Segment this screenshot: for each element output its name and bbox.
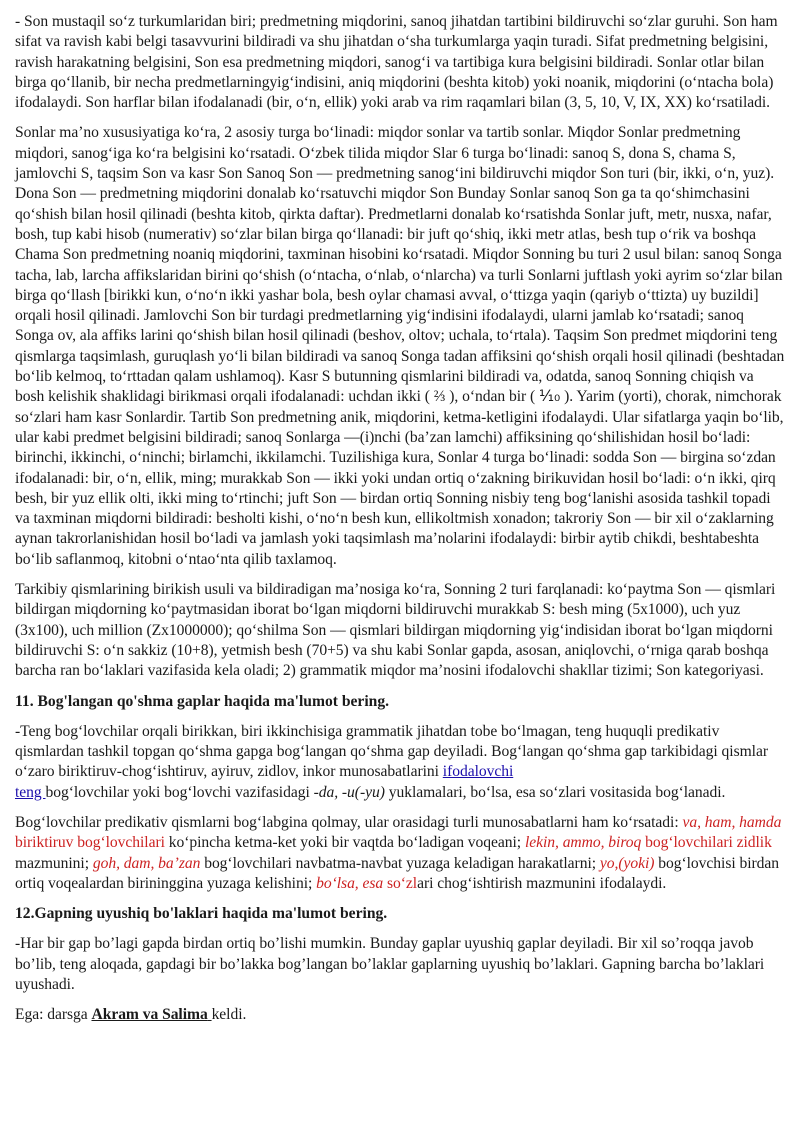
question-11-conjunctions (15, 813, 786, 894)
highlight-red-italic: yo,(yoki) (599, 854, 655, 872)
paragraph-son-definition: - Son mustaqil soʻz turkumlaridan biri; predmetning miqdorini, sanoq jihatdan tartibini bildiruvchi soʻzlar guruhi. Son ham sifat va ravish kabi belgi tasavvurini bildiradi va shu jihatdan oʻsha turkumlarga yaqin turadi. Sifat predmetning belgisini, ravish harakatning belgisini, Son esa predmetning miqdori, sanogʻi va tartibiga kura belgisini bildiradi. Sonlar otlar bilan birga qoʻllanib, bir necha predmetlarningyigʻindisini, aniq miqdorini (beshta kitob) yoki noanik, miqdorini (oʻntacha bola) ifodalaydi. Son harflar bilan ifodalanadi (bir, oʻn, ellik) yoki arab va rim raqamlari bilan (3, 5, 10, V, IX, XX) koʻrsatiladi. (15, 13, 778, 112)
highlight-red-italic: boʻlsa, esa (316, 874, 384, 892)
question-12-example (15, 1005, 786, 1025)
highlight-red: biriktiruv bogʻlovchilari (15, 834, 165, 852)
answer-text: ari chogʻishtirish mazmunini ifodalaydi. (417, 874, 667, 892)
example-subject: Akram va Salima (91, 1006, 208, 1024)
answer-text: yuklamalari, boʻlsa, esa soʻzlari vositasida bogʻlanadi. (384, 783, 726, 801)
answer-text: bogʻlovchilari navbatma-navbat yuzaga keladigan harakatlarni; (200, 854, 600, 872)
example-predicate: keldi. (211, 1006, 247, 1024)
answer-text: Bogʻlovchilar predikativ qismlarni bogʻlabgina qolmay, ular orasidagi turli munosabatlarni ham koʻrsatadi: (15, 813, 683, 831)
answer-text: koʻpincha ketma-ket yoki bir vaqtda boʻladigan voqeani; (164, 834, 525, 852)
highlight-red-italic: goh, dam, baʼzan (92, 854, 201, 872)
ifodalovchi-link[interactable]: ifodalovchi (442, 763, 514, 781)
question-11-answer (15, 722, 786, 803)
question-12-heading: 12.Gapning uyushiq bo'laklari haqida ma'lumot bering. (15, 905, 388, 923)
italic-text: -da, -u(-yu) (313, 783, 385, 801)
highlight-red-italic: lekin, ammo, biroq (524, 834, 642, 852)
paragraph-son-types: Sonlar maʼno xususiyatiga koʻra, 2 asosiy turga boʻlinadi: miqdor sonlar va tartib sonlar. Miqdor Sonlar predmetning miqdori, sanogʻiga koʻra belgisini koʻrsatadi. Oʻzbek tilida miqdor Slar 6 turga boʻlinadi: sanoq S, dona S, chama S, jamlovchi S, taqsim Son va kasr Son Sanoq Son — predmetning sanogʻini bildiruvchi miqdor Son turi (bir, ikki, oʻn, yuz). Dona Son — predmetning miqdorini donalab koʻrsatuvchi miqdor Son Bunday Sonlar sanoq Son ga ta qoʻshimchasini qoʻshish bilan hosil qilinadi (beshta kitob, qirkta daftar). Predmetlarni donalab koʻrsatishda Sonlar juft, metr, nusxa, nafar, bosh, tup kabi hisob (numerativ) soʻzlar bilan birga qoʻllanadi: bir juft qoʻshiq, ikki metr atlas, besh tup oʻrik va boshqa Chama Son predmetning noaniq miqdorini, taxminan hisobini koʻrsatadi. Miqdor Sonning bu turi 2 usul bilan: sanoq Songa tacha, lab, larcha affikslaridan birini qoʻshish (oʻntacha, oʻnlab, oʻnlarcha) va turli Sonlarni juftlash yoki ayrim soʻzlar bilan birga qoʻllash [birikki kun, oʻnoʻn ikki yashar bola, besh oylar chamasi avval, oʻttizga yaqin (qariyb oʻttizta) uy buzildi] orqali hosil qilinadi. Jamlovchi Son bir turdagi predmetlarning yigʻindisini ifodalaydi, ularni jamlab koʻrsatadi; sanoq Songa ov, ala affiks larini qoʻshish bilan hosil qilinadi (beshov, oltov; uchala, toʻrtala). Taqsim Son predmet miqdorini teng qismlarga taqsimlash, guruqlash yoʻli bilan bildiradi va sanoq Songa tadan affiksini qoʻshish orqali hosil qilinadi (beshtadan boʻlib kelmoq, toʻrttadan qalam ushlamoq). Kasr S butunning qismlarini bildiradi va, odatda, sanoq Sonning chiqish va bosh kelishik shaklidagi birikmasi orqali ifodalanadi: uchdan ikki ( ⅔ ), oʻndan bir ( ⅒ ). Yarim (yorti), chorak, nimchorak soʻzlari ham kasr Sonlardir. Tartib Son predmetning anik, miqdorini, ketma-ketligini ifodalaydi. Ular sifatlarga yaqin boʻlib, ular kabi predmet belgisini bildiradi; sanoq Sonlarga —(i)nchi (baʼzan lamchi) affiksining qoʻshilishidan hosil boʻladi: birinchi, ikkinchi, oʻninchi; birlamchi, ikkilamchi. Tuzilishiga kura, Sonlar 4 turga boʻlinadi: sodda Son — birgina soʻzdan ifodalanadi: bir, oʻn, ellik, ming; murakkab Son — ikki yoki undan ortiq oʻzakning birikuvidan hosil boʻladi: oʻn ikki, qirq besh, bir yuz ellik olti, ikki ming toʻrtinchi; juft Son — birdan ortiq Sonning nisbiy teng bogʻlanishi asosida tashkil topadi va taxminan miqdorni bildiradi: besholti kishi, oʻnoʻn besh kun, ellikoltmish xonadon; takroriy Son — bir xil oʻzaklarning aynan takrorlanishidan hosil boʻladi va jamlash yoki taqsimlash maʼnolarini ifodalaydi: birbir aytib chikdi, beshtabeshta boʻlib saflanmoq, kitobni oʻntaoʻnta qilib taxlamoq. (15, 124, 785, 568)
teng-link[interactable]: teng (15, 783, 46, 801)
answer-text: bogʻlovchilar yoki bogʻlovchi vazifasidagi (45, 783, 314, 801)
document-body (15, 12, 786, 1026)
answer-text: -Teng bogʻlovchilar orqali birikkan, biri ikkinchisiga grammatik jihatdan tobe boʻlmagan, teng huquqli predikativ qismlardan tashkil topgan qoʻshma gapga bogʻlangan qoʻshma gap deyiladi. Bogʻlangan qoʻshma gap tarkibidagi qismlar oʻzaro biriktiruv-chogʻishtiruv, ayiruv, zidlov, inkor munosabatlarini (15, 722, 768, 781)
question-11-heading: 11. Bog'langan qo'shma gaplar haqida ma'lumot bering. (15, 692, 390, 710)
question-12-answer: -Har bir gap bo’lagi gapda birdan ortiq bo’lishi mumkin. Bunday gaplar uyushiq gaplar deyiladi. Bir xil so’roqqa javob bo’lib, teng aloqada, gapdagi bir bo’lakka bog’langan bo’laklar gaplarning uyushiq bo’laklari. Gapning barcha bo’laklari uyushadi. (15, 935, 765, 994)
highlight-red: bogʻlovchilari zidlik (641, 834, 772, 852)
highlight-red: soʻzl (383, 874, 418, 892)
paragraph-son-composition: Tarkibiy qismlarining birikish usuli va bildiradigan maʼnosiga koʻra, Sonning 2 turi farqlanadi: koʻpaytma Son — qismlari bildirgan miqdorning koʻpaytmasidan iborat boʻlgan miqdorni bildiruvchi murakkab S: besh ming (5x1000), uch yuz (3x100), uch million (Zx1000000); qoʻshilma Son — qismlari bildirgan miqdorning yigʻindisidan iborat boʻlgan miqdorni bildiruvchi S: oʻn sakkiz (10+8), yetmish besh (70+5) va shu kabi Sonlar gapda, asosan, aniqlovchi, oʻrniga qarab boshqa barcha ran boʻlaklari vazifasida kela oladi; 2) grammatik miqdor maʼnosini ifodalovchi shakllar tizimi; Son kategoriyasi. (15, 581, 776, 680)
example-label: Ega: darsga (15, 1006, 92, 1024)
answer-text: bogʻlovchisi birdan ortiq voqealardan birininggina yuzaga kelishini; (15, 854, 780, 892)
answer-text: mazmunini; (15, 854, 93, 872)
highlight-red-italic: va, ham, hamda (682, 813, 782, 831)
